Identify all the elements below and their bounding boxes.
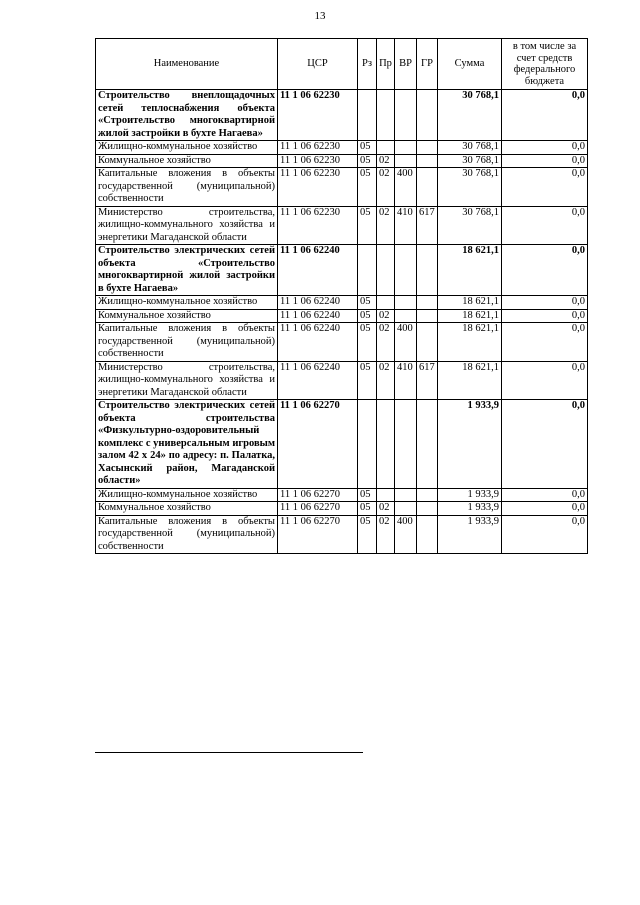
cell-name: Коммунальное хозяйство [96,154,278,168]
cell-gr [417,168,438,207]
cell-federal: 0,0 [502,361,588,400]
table-row [96,309,588,323]
cell-vr [395,502,417,516]
cell-csr: 11 1 06 62240 [278,309,358,323]
table-row [96,141,588,155]
cell-name: Жилищно-коммунальное хозяйство [96,141,278,155]
cell-csr: 11 1 06 62230 [278,141,358,155]
cell-vr [395,245,417,296]
cell-vr [395,296,417,310]
cell-rz: 05 [358,154,377,168]
budget-table [95,38,588,554]
table-row [96,168,588,207]
header-name: Наименование [96,39,278,90]
cell-sum: 18 621,1 [438,245,502,296]
cell-rz [358,400,377,489]
header-federal: в том числе за счет средств федерального бюджета [502,39,588,90]
cell-federal: 0,0 [502,245,588,296]
header-pr: Пр [377,39,395,90]
cell-name: Министерство строительства, жилищно-коммунального хозяйства и энергетики Магаданской области [96,361,278,400]
cell-rz: 05 [358,502,377,516]
cell-rz: 05 [358,168,377,207]
cell-pr [377,488,395,502]
header-sum: Сумма [438,39,502,90]
cell-pr: 02 [377,168,395,207]
cell-csr: 11 1 06 62270 [278,488,358,502]
cell-vr [395,400,417,489]
cell-vr [395,309,417,323]
cell-vr: 400 [395,515,417,554]
cell-csr: 11 1 06 62230 [278,90,358,141]
cell-federal: 0,0 [502,323,588,362]
cell-sum: 1 933,9 [438,400,502,489]
cell-gr [417,323,438,362]
cell-gr [417,488,438,502]
table-row [96,488,588,502]
cell-vr [395,90,417,141]
cell-sum: 30 768,1 [438,206,502,245]
cell-federal: 0,0 [502,515,588,554]
cell-rz: 05 [358,206,377,245]
cell-gr [417,400,438,489]
cell-gr [417,245,438,296]
cell-csr: 11 1 06 62270 [278,515,358,554]
cell-rz: 05 [358,309,377,323]
table-header-row [96,39,588,90]
cell-pr [377,245,395,296]
cell-pr: 02 [377,361,395,400]
table-row [96,515,588,554]
cell-pr: 02 [377,502,395,516]
cell-sum: 30 768,1 [438,154,502,168]
table-row [96,361,588,400]
cell-sum: 30 768,1 [438,168,502,207]
cell-rz: 05 [358,361,377,400]
table-row [96,90,588,141]
header-csr: ЦСР [278,39,358,90]
cell-vr [395,154,417,168]
header-gr: ГР [417,39,438,90]
table-body [96,90,588,554]
cell-gr [417,296,438,310]
cell-pr [377,400,395,489]
cell-vr: 410 [395,361,417,400]
cell-federal: 0,0 [502,90,588,141]
cell-csr: 11 1 06 62230 [278,154,358,168]
table-row [96,206,588,245]
cell-name: Жилищно-коммунальное хозяйство [96,488,278,502]
cell-name: Министерство строительства, жилищно-коммунального хозяйства и энергетики Магаданской области [96,206,278,245]
cell-vr [395,488,417,502]
cell-rz: 05 [358,296,377,310]
header-rz: Рз [358,39,377,90]
header-vr: ВР [395,39,417,90]
cell-gr: 617 [417,206,438,245]
cell-federal: 0,0 [502,168,588,207]
cell-federal: 0,0 [502,206,588,245]
cell-sum: 1 933,9 [438,502,502,516]
table-row [96,296,588,310]
cell-vr: 410 [395,206,417,245]
cell-pr [377,90,395,141]
cell-rz: 05 [358,488,377,502]
cell-name: Капитальные вложения в объекты государственной (муниципальной) собственности [96,323,278,362]
cell-rz: 05 [358,515,377,554]
cell-federal: 0,0 [502,400,588,489]
cell-gr [417,502,438,516]
table-row [96,502,588,516]
cell-rz [358,90,377,141]
cell-csr: 11 1 06 62240 [278,361,358,400]
cell-name: Капитальные вложения в объекты государственной (муниципальной) собственности [96,515,278,554]
table-row [96,400,588,489]
cell-name: Жилищно-коммунальное хозяйство [96,296,278,310]
cell-pr: 02 [377,154,395,168]
cell-gr [417,309,438,323]
cell-sum: 30 768,1 [438,141,502,155]
page-number: 13 [314,10,326,22]
cell-rz: 05 [358,141,377,155]
cell-vr [395,141,417,155]
cell-rz: 05 [358,323,377,362]
cell-name: Строительство электрических сетей объекта «Строительство многоквартирной жилой застройки в бухте Нагаева» [96,245,278,296]
cell-pr [377,141,395,155]
table-row [96,154,588,168]
cell-federal: 0,0 [502,309,588,323]
cell-federal: 0,0 [502,488,588,502]
cell-rz [358,245,377,296]
cell-pr: 02 [377,323,395,362]
cell-csr: 11 1 06 62230 [278,168,358,207]
cell-csr: 11 1 06 62240 [278,323,358,362]
cell-federal: 0,0 [502,154,588,168]
cell-name: Строительство внеплощадочных сетей теплоснабжения объекта «Строительство многоквартирной жилой застройки в бухте Нагаева» [96,90,278,141]
cell-csr: 11 1 06 62240 [278,296,358,310]
cell-pr [377,296,395,310]
cell-name: Капитальные вложения в объекты государственной (муниципальной) собственности [96,168,278,207]
cell-csr: 11 1 06 62240 [278,245,358,296]
cell-pr: 02 [377,515,395,554]
cell-gr [417,141,438,155]
cell-csr: 11 1 06 62270 [278,400,358,489]
footnote-divider [95,752,363,753]
cell-csr: 11 1 06 62270 [278,502,358,516]
cell-sum: 1 933,9 [438,515,502,554]
cell-sum: 1 933,9 [438,488,502,502]
cell-name: Коммунальное хозяйство [96,502,278,516]
cell-sum: 18 621,1 [438,361,502,400]
cell-sum: 18 621,1 [438,323,502,362]
cell-gr [417,515,438,554]
cell-vr: 400 [395,323,417,362]
cell-federal: 0,0 [502,141,588,155]
cell-sum: 18 621,1 [438,309,502,323]
cell-sum: 18 621,1 [438,296,502,310]
cell-gr: 617 [417,361,438,400]
cell-federal: 0,0 [502,296,588,310]
cell-sum: 30 768,1 [438,90,502,141]
cell-vr: 400 [395,168,417,207]
cell-federal: 0,0 [502,502,588,516]
cell-csr: 11 1 06 62230 [278,206,358,245]
cell-gr [417,154,438,168]
cell-name: Строительство электрических сетей объекта строительства «Физкультурно-оздоровительный комплекс с универсальным игровым залом 42 х 24» по адресу: п. Палатка, Хасынский район, Магаданской области» [96,400,278,489]
table-row [96,323,588,362]
cell-pr: 02 [377,206,395,245]
cell-pr: 02 [377,309,395,323]
cell-name: Коммунальное хозяйство [96,309,278,323]
table-row [96,245,588,296]
cell-gr [417,90,438,141]
